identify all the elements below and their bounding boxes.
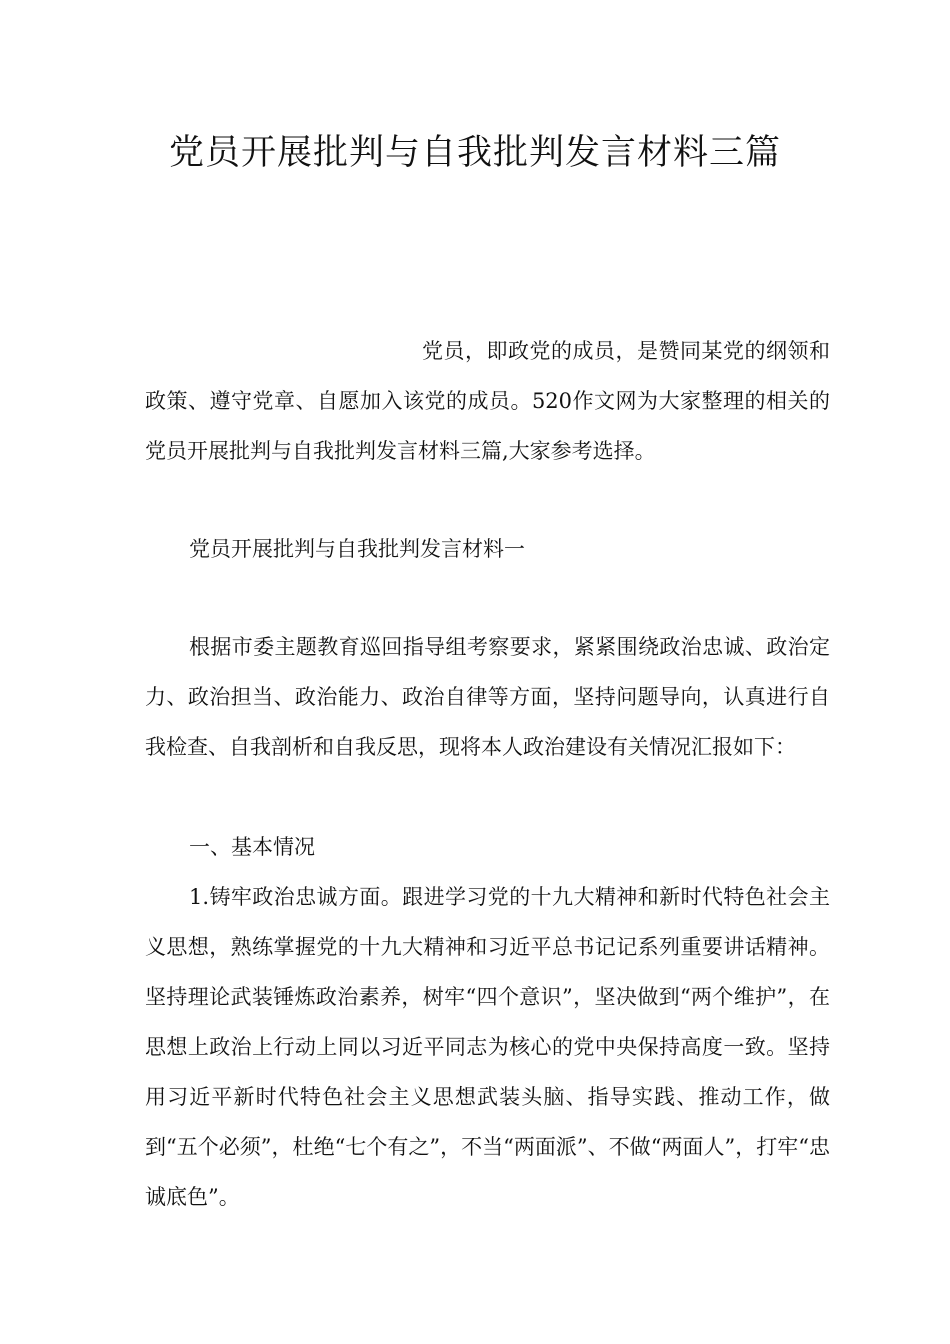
heading-basic-situation: 一、基本情况 (189, 835, 315, 859)
document-title: 党员开展批判与自我批判发言材料三篇 (168, 133, 781, 173)
intro-paragraph: 党员，即政党的成员，是赞同某党的纲领和政策、遵守党章、自愿加入该党的成员。520作文网为大家整理的相关的党员开展批判与自我批判发言材料三篇,大家参考选择。 (145, 339, 830, 463)
paragraph-political-loyalty: 1.铸牢政治忠诚方面。跟进学习党的十九大精神和新时代特色社会主义思想，熟练掌握党的十九大精神和习近平总书记记系列重要讲话精神。坚持理论武装锤炼政治素养，树牢“四个意识”，坚决做到“两个维护”，在思想上政治上行动上同以习近平同志为核心的党中央保持高度一致。坚持用习近平新时代特色社会主义思想武装头脑、指导实践、推动工作，做到“五个必须”，杜绝“七个有之”，不当“两面派”、不做“两面人”，打牢“忠诚底色”。 (145, 885, 830, 1209)
section-title: 党员开展批判与自我批判发言材料一 (189, 537, 525, 561)
main-paragraph: 根据市委主题教育巡回指导组考察要求，紧紧围绕政治忠诚、政治定力、政治担当、政治能力、政治自律等方面，坚持问题导向，认真进行自我检查、自我剖析和自我反思，现将本人政治建设有关情况汇报如下： (145, 635, 830, 759)
